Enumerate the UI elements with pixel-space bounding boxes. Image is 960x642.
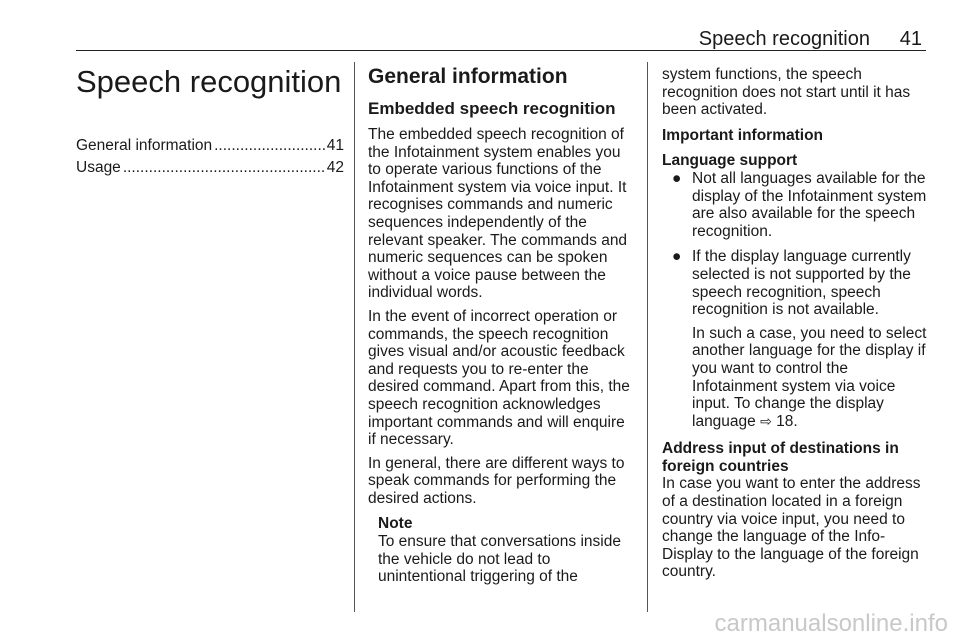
important-info-heading: Important information [662,126,824,144]
paragraph-2: In the event of incorrect operation or commands, the speech recognition gives visual and/or acoustic feedback and requests you to re-enter the desired command. Apart from this, the speech recognition acknowledges important commands and will enquire if necessary. [368,307,630,449]
running-header-title: Speech recognition [698,28,870,50]
toc-leader-dots [214,136,325,156]
note-label: Note [378,515,413,533]
bullet-2-followup-text: In such a case, you need to select another language for the display if you want to control the Infotainment system via voice input. To change the display language [692,324,927,430]
bullet-2-text: If the display language currently selected is not supported by the speech recognition, speech recognition is not available. [692,248,911,319]
toc-entry-label: Usage [76,159,121,176]
toc-entry-usage[interactable] [76,158,344,178]
subsection-title: Embedded speech recognition [368,99,616,118]
toc-entry-general-information[interactable] [76,136,344,156]
page-header [76,20,926,50]
paragraph-1: The embedded speech recognition of the Infotainment system enables you to operate various functions of the Infotainment system via voice input. It recognises commands and numeric sequences independently of the relevant speaker. The commands and numeric sequences can be spoken without a voice pause between the individual words. [368,126,628,302]
note-box [378,515,636,585]
toc-leader-dots [123,158,325,178]
toc-entry-page: 42 [326,159,344,176]
column-divider-1 [354,62,355,612]
toc-column [76,62,344,180]
cross-reference-icon: ⇨ [760,412,772,429]
address-input-heading: Address input of destinations in foreign countries [662,440,899,475]
content-column-3 [662,62,928,587]
bullet-icon: ● [672,169,682,187]
content-column-2 [368,62,636,586]
list-item [662,170,928,240]
watermark: carmanualsonline.info [714,610,948,637]
column-divider-2 [647,62,648,612]
bullet-1-text: Not all languages available for the display of the Infotainment system are also available for the speech recognition. [692,169,927,240]
note-text-part1: To ensure that conversations inside the vehicle do not lead to unintentional triggering of the [378,533,621,586]
cross-reference-page[interactable]: 18. [776,412,798,430]
toc-entry-page: 41 [326,137,344,154]
paragraph-3: In general, there are different ways to speak commands for performing the desired actions. [368,454,625,507]
language-support-heading: Language support [662,152,798,170]
list-item [662,248,928,318]
header-rule [76,50,926,51]
toc-entry-label: General information [76,137,213,154]
language-bullet-list [662,170,928,319]
note-text-part2: system functions, the speech recognition does not start until it has been activated. [662,66,911,119]
bullet-icon: ● [672,248,682,266]
chapter-title: Speech recognition [76,64,342,99]
address-input-text: In case you want to enter the address of a destination located in a foreign country via voice input, you need to change the language of the Info-Display to the language of the foreign country. [662,475,921,581]
section-title: General information [368,65,568,88]
page-number: 41 [899,28,922,50]
bullet-2-followup [662,325,928,431]
